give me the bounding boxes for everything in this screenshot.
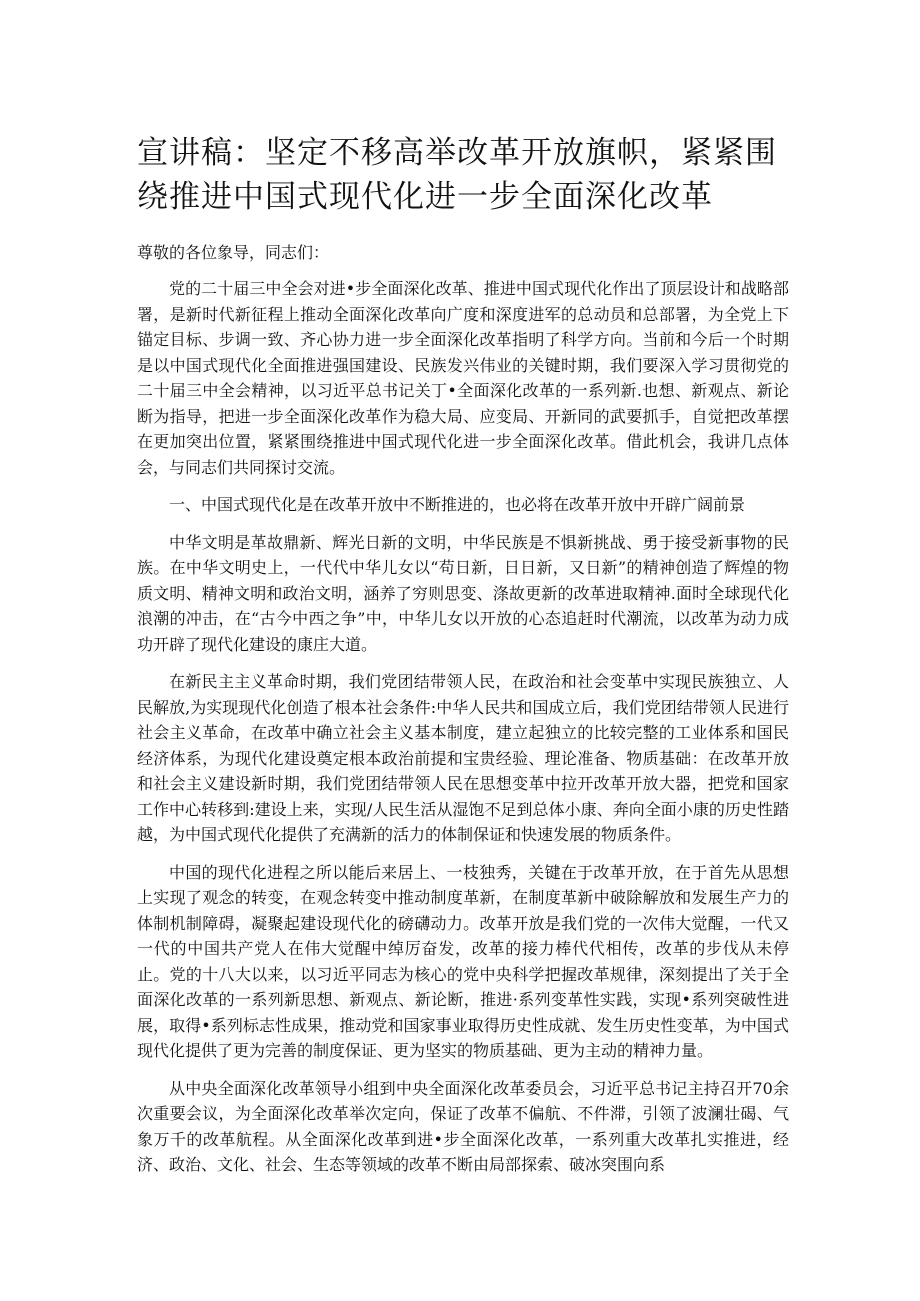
- document-title: 宣讲稿：坚定不移高举改革开放旗帜，紧紧围绕推进中国式现代化进一步全面深化改革: [137, 135, 777, 215]
- paragraph-civilization: 中华文明是革故鼎新、辉光日新的文明，中华民族是不惧新挑战、勇于接受新事物的民族。在中华文明史上，一代代中华儿女以“苟日新，日日新，又日新”的精神创造了辉煌的物质文明、精神文明和政治文明，涵养了穷则思变、涤故更新的改革进取精神.面时全球现代化浪潮的冲击，在“古今中西之争”中，中华儿女以开放的心态追赶时代潮流，以改革为动力成功开辟了现代化建设的康庄大道。: [137, 532, 789, 654]
- paragraph-reform-commission: 从中央全面深化改革领导小组到中央全面深化改革委员会，习近平总书记主持召开70余次重要会议，为全面深化改革举次定向，保证了改革不偏航、不件滞，引领了波澜壮碣、气象万千的改革航程。从全面深化改革到进•步全面深化改革，一系列重大改革扎实推进，经济、政治、文化、社会、生态等领域的改革不断由局部探索、破冰突围向系: [137, 1078, 789, 1174]
- salutation: 尊敬的各位象导，同志们：: [137, 243, 330, 262]
- paragraph-reform-opening: 中国的现代化进程之所以能后来居上、一枝独秀，关键在于改革开放，在于首先从思想上实现了观念的转变，在观念转变中推动制度革新，在制度革新中破除解放和发展生产力的体制机制障碍，凝聚起建设现代化的磅礴动力。改革开放是我们党的一次伟大觉醒，一代又一代的中国共产党人在伟大觉醒中绰厉奋发，改革的接力棒代代相传，改革的步伐从未停止。党的十八大以来，以习近平同志为核心的党中央科学把握改革规律，深刻提出了关于全面深化改革的一系列新思想、新观点、新论断，推进·系列变革性实践，实现•系列突破性进展，取得•系列标志性成果，推动党和国家事业取得历史性成就、发生历史性变革，为中国式现代化提供了更为完善的制度保证、更为坚实的物质基础、更为主动的精神力量。: [137, 862, 789, 1060]
- document-body: [137, 276, 789, 1190]
- paragraph-intro: 党的二十届三中全会对进•步全面深化改革、推进中国式现代化作出了顶层设计和战略部署，是新时代新征程上推动全面深化改革向广度和深度进军的总动员和总部署，为全党上下锚定目标、步调一致、齐心协力进一步全面深化改革指明了科学方向。当前和今后一个时期是以中国式现代化全面推进强国建设、民族发兴伟业的关键时期，我们要深入学习贯彻党的二十届三中全会精神，以习近平总书记关丁•全面深化改革的一系列新.也想、新观点、新论断为指导，把进一步全面深化改革作为稳大局、应变局、开新同的武要抓手，自觉把改革摆在更加突出位置，紧紧围绕推进中国式现代化进一步全面深化改革。借此机会，我讲几点体会，与同志们共同探讨交流。: [137, 279, 789, 477]
- section-heading-1: 一、中国式现代化是在改革开放中不断推进的，也必将在改革开放中开辟广阔前景: [169, 495, 746, 514]
- paragraph-history: 在新民主主义革命时期，我们党团结带领人民，在政治和社会变革中实现民族独立、人民解放,为实现现代化创造了根本社会条件:中华人民共和国成立后，我们党团结带领人民进行社会主义革命，在改革中确立社会主义基本制度，建立起独立的比较完整的工业体系和国民经济体系，为现代化建设奠定根本政治前提和宝贵经验、理论准备、物质基础：在改革开放和社会主义建设新时期，我们党团结带领人民在思想变革中拉开改革开放大器，把党和国家工作中心转移到:建设上来，实现/人民生活从湿饱不足到总体小康、奔向全面小康的历史性踏越，为中国式现代化提供了充满新的活力的体制保证和快速发展的物质条件。: [137, 672, 789, 844]
